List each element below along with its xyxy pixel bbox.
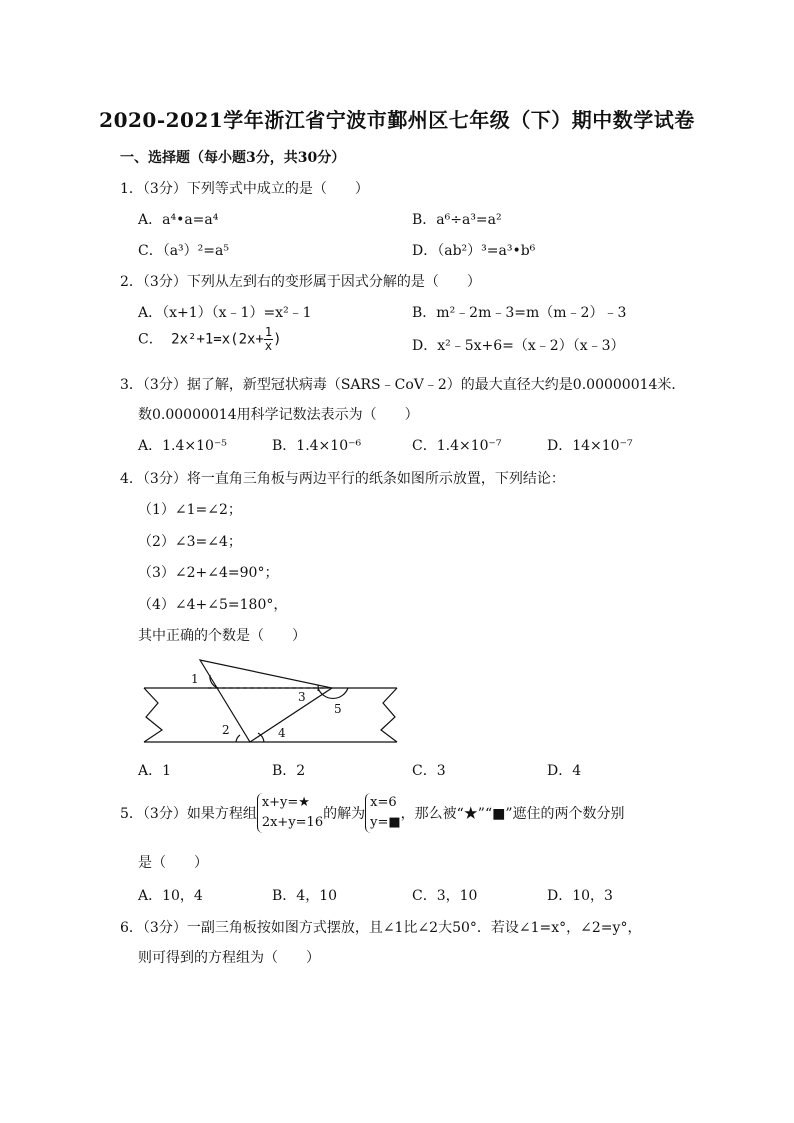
question-2-option-c [138, 326, 282, 353]
question-6-stem-line2: 则可得到的方程组为（ ） [138, 950, 320, 966]
system-equation-1: x+y=★ [261, 795, 310, 810]
strip-left-tear [144, 688, 162, 742]
question-5-middle: 的解为 [323, 806, 366, 822]
question-2-option-a: A．（x+1）（x﹣1）=x²﹣1 [138, 305, 312, 321]
question-5-stem [120, 793, 625, 833]
parallel-strip-triangle-figure [140, 655, 410, 750]
label-1: 1 [191, 672, 199, 686]
angle-2-arc [236, 735, 240, 742]
option-c-prefix: C． [138, 331, 163, 348]
question-4-statement-3: （3）∠2+∠4=90°； [138, 565, 279, 581]
option-c-fraction [264, 326, 273, 353]
question-1-option-b: B．a⁶÷a³=a² [412, 212, 502, 228]
question-3-option-d: D．14×10⁻⁷ [547, 438, 633, 454]
label-5: 5 [334, 702, 342, 716]
question-5-prefix: 5．（3分）如果方程组 [120, 806, 257, 822]
right-triangle [200, 660, 332, 742]
label-2: 2 [222, 723, 230, 737]
question-1-option-d: D．（ab²）³=a³•b⁶ [412, 243, 536, 259]
fraction-denominator: x [264, 339, 273, 353]
angle-5-arc [318, 688, 348, 698]
question-5-option-c: C．3，10 [412, 888, 478, 904]
question-4-option-a: A．1 [138, 763, 172, 779]
question-1-option-a: A．a⁴•a=a⁴ [138, 212, 219, 228]
angle-1-arc [210, 675, 218, 688]
system-equation-2: 2x+y=16 [261, 815, 324, 830]
question-3-stem-line1: 3．（3分）据了解，新型冠状病毒（SARS﹣CoV﹣2）的最大直径大约是0.00000014米． [120, 377, 686, 393]
question-4-statement-2: （2）∠3=∠4； [138, 534, 242, 550]
question-3-stem-line2: 数0.00000014用科学记数法表示为（ ） [138, 407, 419, 423]
question-5-option-a: A．10，4 [138, 888, 203, 904]
solution-equation-1: x=6 [370, 795, 397, 810]
question-1-option-c: C．（a³）²=a⁵ [138, 243, 229, 259]
question-5-suffix: ，那么被“★”“■”遮住的两个数分别 [400, 806, 625, 822]
label-4: 4 [278, 726, 286, 740]
question-4-option-d: D．4 [547, 763, 582, 779]
question-2-option-b: B．m²﹣2m﹣3=m（m﹣2）﹣3 [412, 305, 627, 321]
question-4-option-c: C．3 [412, 763, 446, 779]
question-4-statement-4: （4）∠4+∠5=180°， [138, 597, 288, 613]
question-4-ask: 其中正确的个数是（ ） [138, 628, 306, 644]
question-1-stem: 1．（3分）下列等式中成立的是（ ） [120, 181, 369, 197]
label-3: 3 [298, 690, 306, 704]
solution-system [365, 793, 401, 833]
solution-equation-2: y=■ [370, 815, 401, 830]
section-heading: 一、选择题（每小题3分，共30分） [120, 150, 346, 166]
question-4-stem: 4．（3分）将一直角三角板与两边平行的纸条如图所示放置，下列结论： [120, 471, 565, 487]
page-title: 2020-2021学年浙江省宁波市鄞州区七年级（下）期中数学试卷 [99, 108, 695, 132]
question-2-stem: 2．（3分）下列从左到右的变形属于因式分解的是（ ） [120, 274, 481, 290]
strip-right-tear [381, 688, 397, 742]
question-4-option-b: B．2 [272, 763, 306, 779]
equation-system [257, 793, 323, 833]
fraction-numerator: 1 [264, 325, 273, 339]
question-3-option-c: C．1.4×10⁻⁷ [412, 438, 502, 454]
question-3-option-a: A．1.4×10⁻⁵ [138, 438, 227, 454]
option-c-expression-left: 2x²+1=x(2x+ [171, 331, 264, 348]
question-3-option-b: B．1.4×10⁻⁶ [272, 438, 362, 454]
question-5-stem-line2: 是（ ） [138, 855, 208, 871]
question-4-statement-1: （1）∠1=∠2； [138, 502, 242, 518]
question-5-option-d: D．10，3 [547, 888, 613, 904]
question-5-option-b: B．4，10 [272, 888, 338, 904]
option-c-expression-right: ) [273, 331, 282, 348]
question-2-option-d: D．x²﹣5x+6=（x﹣2）（x﹣3） [412, 338, 625, 354]
question-6-stem-line1: 6．（3分）一副三角板按如图方式摆放，且∠1比∠2大50°．若设∠1=x°，∠2=y°， [120, 920, 642, 936]
